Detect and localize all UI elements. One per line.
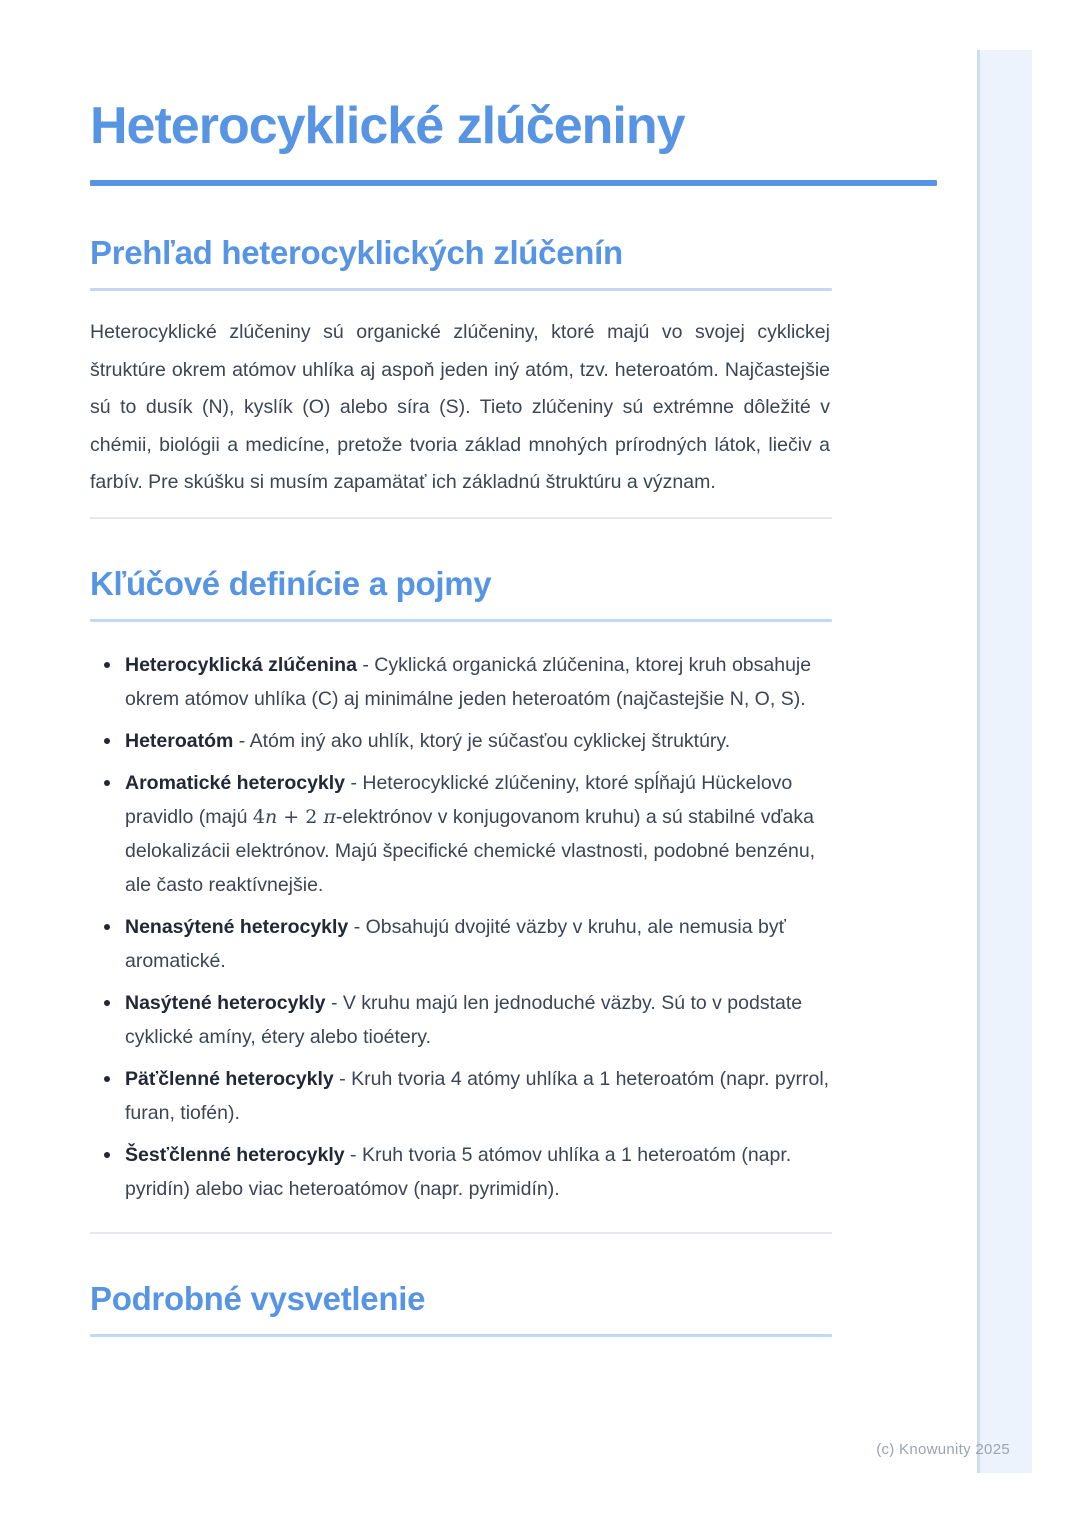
definition-term: Aromatické heterocykly bbox=[125, 771, 346, 794]
math-segment: n bbox=[264, 805, 278, 828]
definition-term: Heterocyklická zlúčenina bbox=[125, 653, 357, 676]
section-heading-overview: Prehľad heterocyklických zlúčenín bbox=[90, 234, 623, 271]
definition-text: - Obsahujú dvojité väzby v kruhu, ale nemusia byť aromatické. bbox=[125, 915, 786, 972]
section-divider-2 bbox=[90, 1232, 832, 1234]
definition-item bbox=[90, 986, 830, 1054]
definition-term: Nasýtené heterocykly bbox=[125, 991, 326, 1014]
definition-text: - Atóm iný ako uhlík, ktorý je súčasťou cyklickej štruktúry. bbox=[233, 729, 731, 752]
section-divider-1 bbox=[90, 517, 832, 519]
definition-text: - Kruh tvoria 5 atómov uhlíka a 1 heteroatóm (napr. pyridín) alebo viac heteroatómov (napr. pyrimidín). bbox=[125, 1143, 792, 1200]
copyright-footer: (c) Knowunity 2025 bbox=[876, 1441, 1010, 1458]
definition-item bbox=[90, 648, 830, 716]
definition-text: - Heterocyklické zlúčeniny, ktoré spĺňajú Hückelovo pravidlo (majú bbox=[125, 771, 793, 828]
definition-text: - V kruhu majú len jednoduché väzby. Sú to v podstate cyklické amíny, étery alebo tioétery. bbox=[125, 991, 803, 1048]
definition-item bbox=[90, 910, 830, 978]
definition-term: Šesťčlenné heterocykly bbox=[125, 1143, 345, 1166]
right-accent-bar bbox=[977, 50, 1032, 1473]
definition-term: Heteroatóm bbox=[125, 729, 234, 752]
definition-item bbox=[90, 1062, 830, 1130]
title-rule bbox=[90, 180, 937, 186]
definitions-heading-rule bbox=[90, 619, 832, 622]
definition-term: Nenasýtené heterocykly bbox=[125, 915, 349, 938]
definition-term: Päťčlenné heterocykly bbox=[125, 1067, 334, 1090]
section-heading-definitions: Kľúčové definície a pojmy bbox=[90, 564, 492, 602]
definition-item bbox=[90, 724, 830, 758]
math-segment: π bbox=[323, 805, 336, 828]
section-heading-details: Podrobné vysvetlenie bbox=[90, 1279, 426, 1317]
details-heading-rule bbox=[90, 1334, 832, 1337]
definition-item bbox=[90, 766, 830, 902]
definition-text: - Cyklická organická zlúčenina, ktorej kruh obsahuje okrem atómov uhlíka (C) aj minimálne jeden heteroatóm (najčastejšie N, O, S). bbox=[125, 653, 812, 710]
overview-paragraph: Heterocyklické zlúčeniny sú organické zlúčeniny, ktoré majú vo svojej cyklickej štruktúre okrem atómov uhlíka aj aspoň jeden iný atóm, tzv. heteroatóm. Najčastejšie sú to dusík (N), kyslík (O) alebo síra (S). Tieto zlúčeniny sú extrémne dôležité v chémii, biológii a medicíne, pretože tvoria základ mnohých prírodných látok, liečiv a farbív. Pre skúšku si musím zapamätať ich základnú štruktúru a význam. bbox=[90, 321, 830, 493]
definition-text: - Kruh tvoria 4 atómy uhlíka a 1 heteroatóm (napr. pyrrol, furan, tiofén). bbox=[125, 1067, 830, 1124]
math-segment: 4 bbox=[252, 805, 265, 828]
page-title: Heterocyklické zlúčeniny bbox=[90, 97, 685, 155]
definitions-list bbox=[90, 648, 830, 1206]
content-area bbox=[90, 0, 830, 1337]
math-segment: + 2 bbox=[277, 805, 324, 828]
definition-text: -elektrónov v konjugovanom kruhu) a sú stabilné vďaka delokalizácii elektrónov. Majú špecifické chemické vlastnosti, podobné benzénu, ale často reaktívnejšie. bbox=[125, 805, 816, 896]
definition-item bbox=[90, 1138, 830, 1206]
overview-heading-rule bbox=[90, 288, 832, 291]
